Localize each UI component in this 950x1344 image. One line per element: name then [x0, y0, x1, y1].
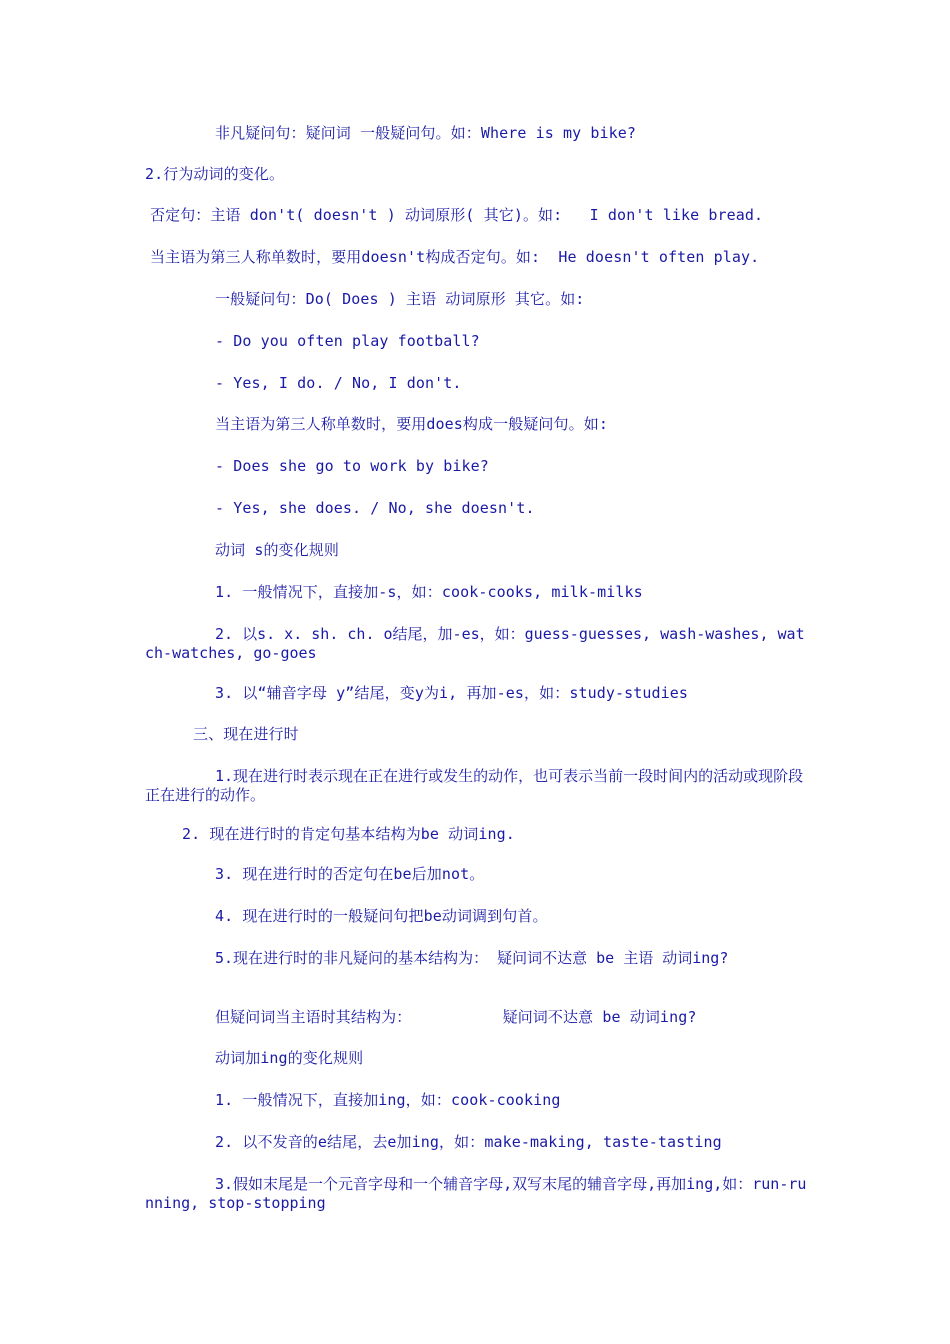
rule-item: 2. 以不发音的e结尾，去e加ing，如：make-making, taste-tasting — [215, 1133, 722, 1151]
text-line: 当主语为第三人称单数时，要用does构成一般疑问句。如: — [215, 415, 608, 433]
example-line: - Yes, she does. / No, she doesn't. — [215, 499, 535, 517]
subheading: 动词 s的变化规则 — [215, 541, 339, 559]
rule-item: 4. 现在进行时的一般疑问句把be动词调到句首。 — [215, 907, 548, 925]
rule-item: 2. 以s. x. sh. ch. o结尾，加-es，如：guess-guesses, wash-washes, watch-watches, go-goes — [145, 625, 805, 662]
text-line: 但疑问词当主语时其结构为： 疑问词不达意 be 动词ing? — [215, 1008, 697, 1026]
section-heading: 2.行为动词的变化。 — [145, 165, 285, 183]
text-line: 非凡疑问句：疑问词 一般疑问句。如：Where is my bike? — [215, 124, 637, 142]
example-line: - Does she go to work by bike? — [215, 457, 489, 475]
rule-item: 1.现在进行时表示现在正在进行或发生的动作，也可表示当前一段时间内的活动或现阶段正在进行的动作。 — [145, 767, 804, 804]
section-heading: 三、现在进行时 — [193, 725, 299, 743]
rule-item: 3. 现在进行时的否定句在be后加not。 — [215, 865, 485, 883]
example-line: - Yes, I do. / No, I don't. — [215, 374, 462, 392]
rule-item: 3.假如末尾是一个元音字母和一个辅音字母,双写末尾的辅音字母,再加ing,如：run-running, stop-stopping — [145, 1175, 807, 1212]
text-line: 当主语为第三人称单数时，要用doesn't构成否定句。如: He doesn't often play. — [150, 248, 760, 266]
rule-item: 1. 一般情况下，直接加-s，如：cook-cooks, milk-milks — [215, 583, 643, 601]
rule-item: 2. 现在进行时的肯定句基本结构为be 动词ing. — [182, 825, 515, 843]
example-line: - Do you often play football? — [215, 332, 480, 350]
rule-item: 3. 以“辅音字母 y”结尾，变y为i, 再加-es，如：study-studies — [215, 684, 689, 702]
subheading: 动词加ing的变化规则 — [215, 1049, 364, 1067]
text-line: 否定句：主语 don't( doesn't ) 动词原形( 其它)。如: I don't like bread. — [150, 206, 764, 224]
rule-item: 5.现在进行时的非凡疑问的基本结构为： 疑问词不达意 be 主语 动词ing? — [215, 949, 729, 967]
text-line: 一般疑问句：Do( Does ) 主语 动词原形 其它。如: — [215, 290, 585, 308]
rule-item: 1. 一般情况下，直接加ing，如：cook-cooking — [215, 1091, 561, 1109]
